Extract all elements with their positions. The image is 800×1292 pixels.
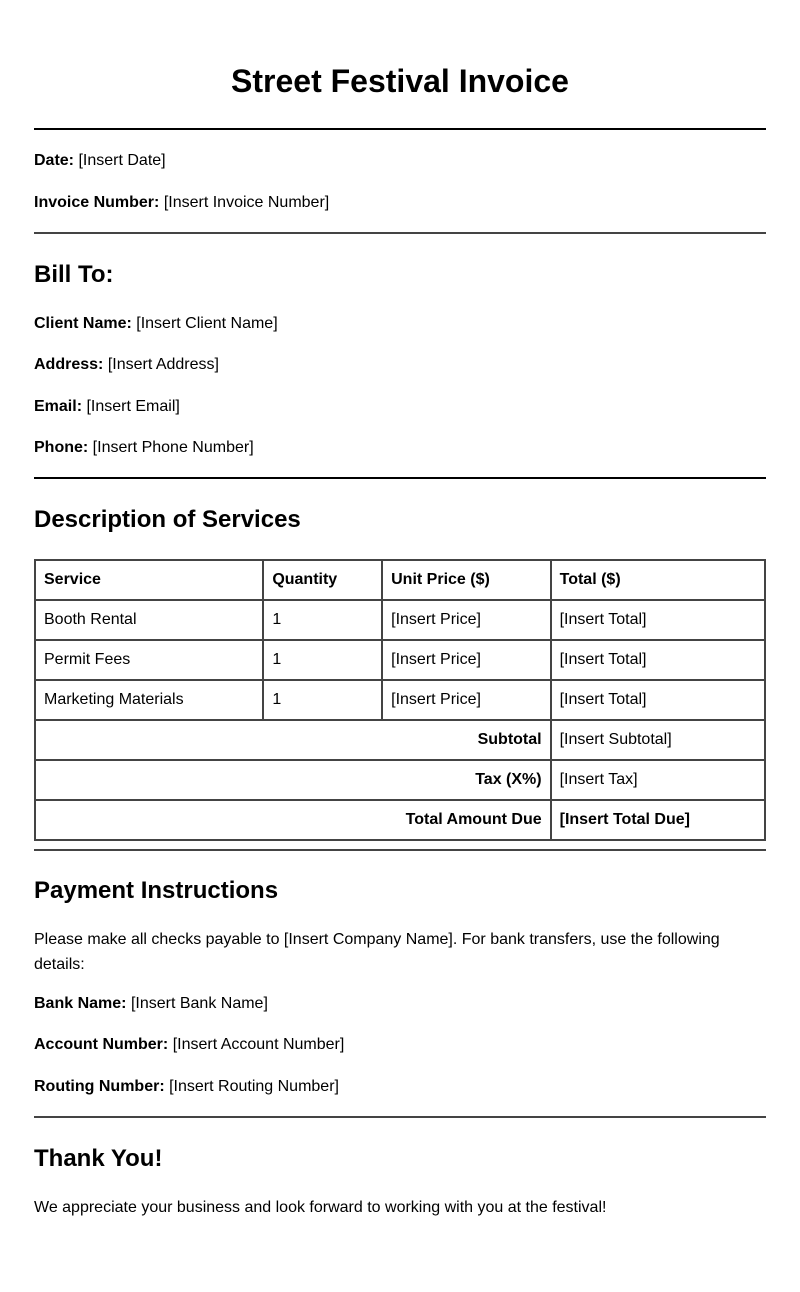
bank-name-field — [34, 994, 766, 1014]
subtotal-label: Subtotal — [35, 720, 551, 760]
quantity-cell: 1 — [263, 600, 382, 640]
thank-you-heading: Thank You! — [34, 1145, 163, 1172]
service-cell: Marketing Materials — [35, 680, 263, 720]
column-header-unit-price: Unit Price ($) — [382, 560, 550, 600]
tax-value: [Insert Tax] — [551, 760, 765, 800]
routing-number-value: [Insert Routing Number] — [169, 1078, 339, 1095]
routing-number-field — [34, 1077, 766, 1097]
services-heading: Description of Services — [34, 506, 301, 533]
address-value: [Insert Address] — [107, 356, 219, 373]
payment-intro: Please make all checks payable to [Insert Company Name]. For bank transfers, use the following details: — [34, 931, 720, 973]
invoice-page — [34, 0, 766, 1220]
account-number-value: [Insert Account Number] — [172, 1036, 345, 1053]
payment-heading: Payment Instructions — [34, 877, 279, 904]
phone-label: Phone: — [34, 439, 89, 456]
table-header-row — [35, 560, 765, 600]
page-title: Street Festival Invoice — [231, 63, 569, 99]
bill-to-heading: Bill To: — [34, 261, 114, 288]
routing-number-label: Routing Number: — [34, 1078, 165, 1095]
total-due-value: [Insert Total Due] — [551, 800, 765, 840]
date-value: [Insert Date] — [78, 152, 166, 169]
table-row — [35, 640, 765, 680]
date-label: Date: — [34, 152, 75, 169]
total-due-label: Total Amount Due — [35, 800, 551, 840]
services-table — [34, 559, 766, 841]
email-value: [Insert Email] — [86, 398, 180, 415]
phone-field — [34, 438, 766, 458]
quantity-cell: 1 — [263, 640, 382, 680]
column-header-quantity: Quantity — [263, 560, 382, 600]
table-row — [35, 680, 765, 720]
invoice-number-value: [Insert Invoice Number] — [163, 194, 330, 211]
total-cell: [Insert Total] — [551, 680, 765, 720]
client-name-value: [Insert Client Name] — [136, 315, 278, 332]
tax-label: Tax (X%) — [35, 760, 551, 800]
column-header-total: Total ($) — [551, 560, 765, 600]
unit-price-cell: [Insert Price] — [382, 680, 550, 720]
bank-name-label: Bank Name: — [34, 995, 127, 1012]
address-label: Address: — [34, 356, 104, 373]
table-row — [35, 600, 765, 640]
unit-price-cell: [Insert Price] — [382, 640, 550, 680]
invoice-number-field — [34, 193, 766, 213]
address-field — [34, 355, 766, 375]
total-cell: [Insert Total] — [551, 600, 765, 640]
quantity-cell: 1 — [263, 680, 382, 720]
client-name-label: Client Name: — [34, 315, 132, 332]
service-cell: Booth Rental — [35, 600, 263, 640]
unit-price-cell: [Insert Price] — [382, 600, 550, 640]
thank-you-message: We appreciate your business and look forward to working with you at the festival! — [34, 1199, 607, 1216]
subtotal-value: [Insert Subtotal] — [551, 720, 765, 760]
total-cell: [Insert Total] — [551, 640, 765, 680]
subtotal-row — [35, 720, 765, 760]
phone-value: [Insert Phone Number] — [92, 439, 254, 456]
total-due-row — [35, 800, 765, 840]
client-name-field — [34, 314, 766, 334]
email-label: Email: — [34, 398, 83, 415]
service-cell: Permit Fees — [35, 640, 263, 680]
date-field — [34, 151, 766, 171]
tax-row — [35, 760, 765, 800]
bank-name-value: [Insert Bank Name] — [130, 995, 268, 1012]
column-header-service: Service — [35, 560, 263, 600]
account-number-label: Account Number: — [34, 1036, 169, 1053]
email-field — [34, 397, 766, 417]
account-number-field — [34, 1035, 766, 1055]
invoice-number-label: Invoice Number: — [34, 194, 160, 211]
